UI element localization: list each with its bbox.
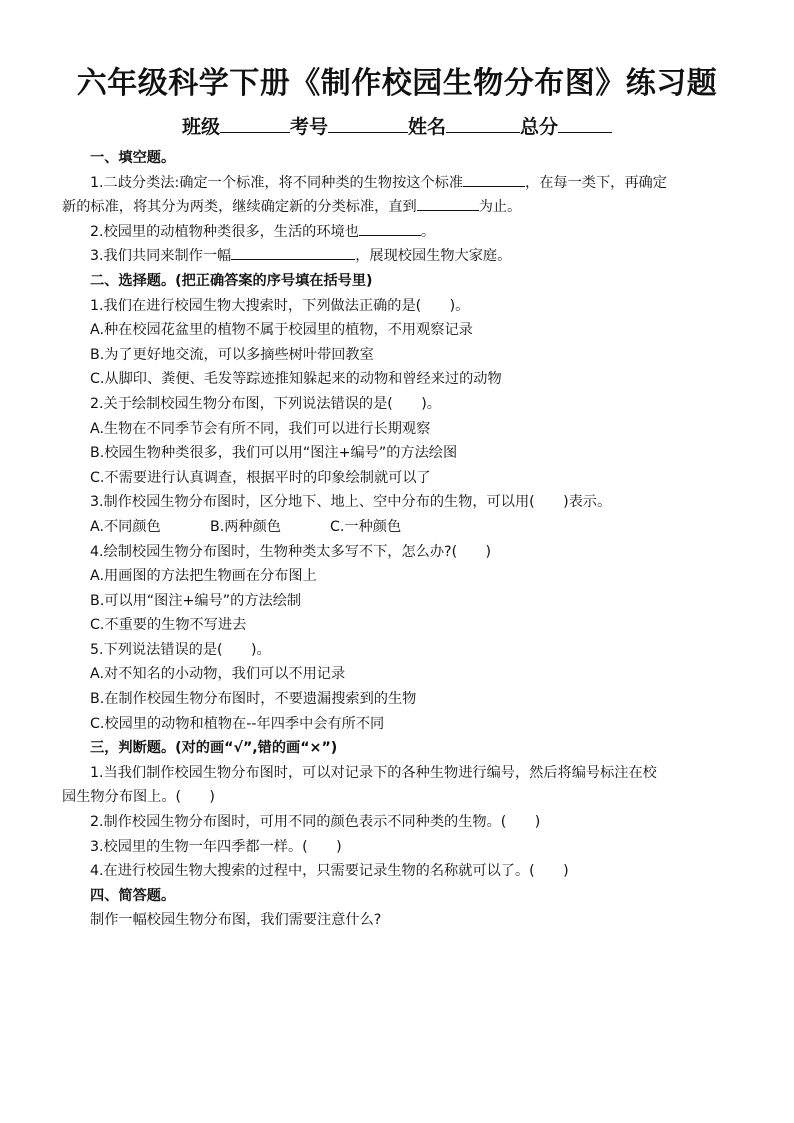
choice-q1-option-c: C.从脚印、粪便、毛发等踪迹推知躲起来的动物和曾经来过的动物 xyxy=(90,371,502,388)
name-blank xyxy=(446,114,520,133)
choice-q4-option-a: A.用画图的方法把生物画在分布图上 xyxy=(90,568,317,585)
fill-q3-blank xyxy=(231,245,355,260)
name-label: 姓名 xyxy=(408,116,447,138)
choice-question-1: 1.我们在进行校园生物大搜索时，下列做法正确的是( )。 xyxy=(90,297,470,314)
judge-question-3: 3.校园里的生物一年四季都一样。( ) xyxy=(90,838,342,855)
fill-q1-blank-1 xyxy=(463,172,525,187)
choice-question-5: 5.下列说法错误的是( )。 xyxy=(90,641,271,658)
fill-q1-text-d: 为止。 xyxy=(478,199,522,216)
choice-q2-option-b: B.校园生物种类很多，我们可以用“图注+编号”的方法绘图 xyxy=(90,445,458,462)
score-blank xyxy=(558,114,612,133)
worksheet-content xyxy=(62,146,738,933)
choice-q3-options xyxy=(62,515,738,540)
choice-q4-option-b: B.可以用“图注+编号”的方法绘制 xyxy=(90,592,302,609)
score-label: 总分 xyxy=(520,116,559,138)
page-title: 六年级科学下册《制作校园生物分布图》练习题 xyxy=(76,66,718,101)
class-blank xyxy=(220,114,290,133)
fill-q2-blank xyxy=(359,221,421,236)
choice-q3-option-b: B.两种颜色 xyxy=(210,518,281,535)
fill-q3-text-a: 3.我们共同来制作一幅 xyxy=(90,248,232,265)
choice-q1-option-b: B.为了更好地交流，可以多摘些树叶带回教室 xyxy=(90,346,374,363)
choice-question-2: 2.关于绘制校园生物分布图，下列说法错误的是( )。 xyxy=(90,395,441,412)
section-heading-choice: 二、选择题。(把正确答案的序号填在括号里) xyxy=(90,272,373,289)
choice-q3-option-a: A.不同颜色 xyxy=(90,518,161,535)
choice-q2-option-c: C.不需要进行认真调查，根据平时的印象绘制就可以了 xyxy=(90,469,431,486)
student-info-line xyxy=(0,112,794,139)
section-heading-fill: 一、填空题。 xyxy=(90,150,176,166)
section-heading-judge: 三，判断题。(对的画“√”,错的画“×”) xyxy=(90,740,338,757)
exam-no-label: 考号 xyxy=(289,116,328,138)
exam-no-blank xyxy=(328,114,408,133)
fill-question-3 xyxy=(62,244,738,269)
choice-q5-option-b: B.在制作校园生物分布图时，不要遗漏搜索到的生物 xyxy=(90,691,417,708)
judge-question-4: 4.在进行校园生物大搜索的过程中，只需要记录生物的名称就可以了。( ) xyxy=(90,863,569,880)
fill-q1-text-c: 新的标准，将其分为两类，继续确定新的分类标准，直到 xyxy=(62,199,417,216)
choice-q4-option-c: C.不重要的生物不写进去 xyxy=(90,617,247,634)
short-question-1: 制作一幅校园生物分布图，我们需要注意什么? xyxy=(90,912,382,929)
fill-question-2 xyxy=(62,220,738,245)
choice-q5-option-c: C.校园里的动物和植物在--年四季中会有所不同 xyxy=(90,715,385,732)
choice-q2-option-a: A.生物在不同季节会有所不同，我们可以进行长期观察 xyxy=(90,420,431,437)
choice-q3-option-c: C.一种颜色 xyxy=(330,518,402,535)
fill-q3-text-b: ，展现校园生物大家庭。 xyxy=(355,248,512,265)
fill-q2-text-a: 2.校园里的动植物种类很多，生活的环境也 xyxy=(90,223,359,240)
fill-q1-text-a: 1.二歧分类法:确定一个标准，将不同种类的生物按这个标准 xyxy=(90,174,464,191)
fill-q1-blank-2 xyxy=(417,196,479,211)
judge-question-2: 2.制作校园生物分布图时，可用不同的颜色表示不同种类的生物。( ) xyxy=(90,814,541,831)
fill-q2-text-b: 。 xyxy=(420,223,436,240)
judge-question-1-cont: 园生物分布图上。( ) xyxy=(62,789,215,806)
fill-question-1 xyxy=(62,171,738,196)
fill-q1-text-b: ，在每一类下，再确定 xyxy=(525,174,667,191)
judge-question-1: 1.当我们制作校园生物分布图时，可以对记录下的各种生物进行编号，然后将编号标注在校 xyxy=(90,764,657,781)
fill-question-1-cont xyxy=(62,195,738,220)
section-heading-short: 四、简答题。 xyxy=(90,887,176,904)
choice-question-3: 3.制作校园生物分布图时，区分地下、地上、空中分布的生物，可以用( )表示。 xyxy=(90,494,612,511)
choice-q5-option-a: A.对不知名的小动物，我们可以不用记录 xyxy=(90,666,346,683)
choice-question-4: 4.绘制校园生物分布图时，生物种类太多写不下，怎么办?( ) xyxy=(90,543,492,560)
choice-q1-option-a: A.种在校园花盆里的植物不属于校园里的植物，不用观察记录 xyxy=(90,322,473,339)
class-label: 班级 xyxy=(181,116,220,138)
